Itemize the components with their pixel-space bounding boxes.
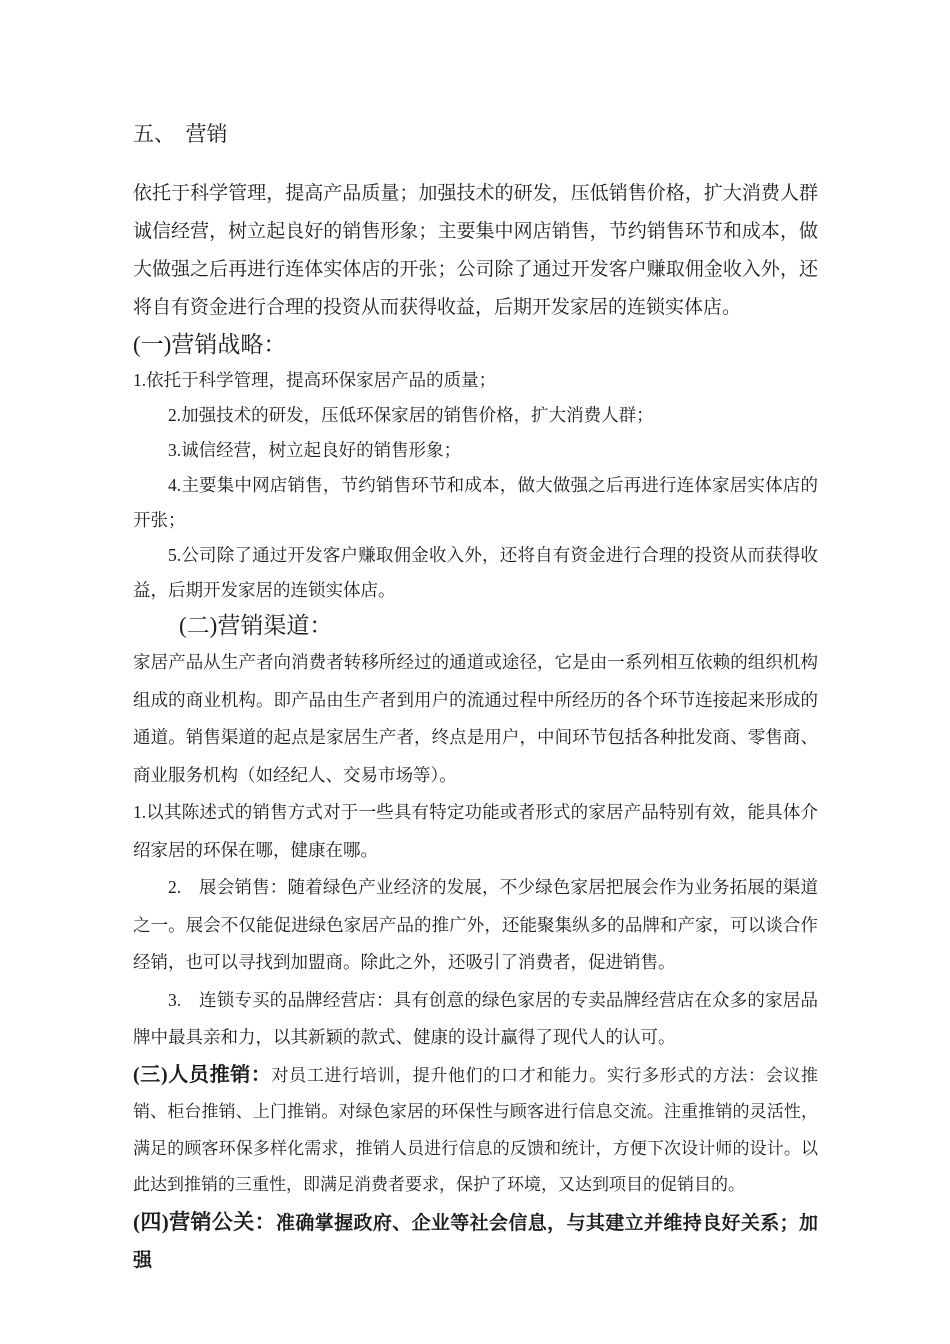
intro-paragraph: 依托于科学管理，提高产品质量；加强技术的研发，压低销售价格，扩大消费人群诚信经营，树立起良好的销售形象；主要集中网店销售，节约销售环节和成本，做大做强之后再进行连体实体店的开张；公司除了通过开发客户赚取佣金收入外，还将自有资金进行合理的投资从而获得收益，后期开发家居的连锁实体店。 <box>133 183 818 318</box>
section-strategy-heading: (一)营销战略： <box>133 332 287 357</box>
page-title: 五、 营销 <box>133 122 228 146</box>
section-personal-selling <box>133 1057 818 1204</box>
channels-item-3: 3. 连锁专买的品牌经营店：具有创意的绿色家居的专卖品牌经营店在众多的家居品牌中最具亲和力，以其新颖的款式、健康的设计赢得了现代人的认可。 <box>133 989 818 1047</box>
section-pr <box>133 1204 818 1279</box>
strategy-item-4: 4.主要集中网店销售，节约销售环节和成本，做大做强之后再进行连体家居实体店的开张； <box>133 475 818 530</box>
strategy-item-1: 1.依托于科学管理，提高环保家居产品的质量； <box>133 370 497 390</box>
section-personal-selling-body: 对员工进行培训，提升他们的口才和能力。实行多形式的方法：会议推销、柜台推销、上门推销。对绿色家居的环保性与顾客进行信息交流。注重推销的灵活性，满足的顾客环保多样化需求，推销人员进行信息的反馈和统计，方便下次设计师的设计。以此达到推销的三重性，即满足消费者要求，保护了环境，又达到项目的促销目的。 <box>133 1065 818 1194</box>
channels-body-paragraph: 家居产品从生产者向消费者转移所经过的通道或途径，它是由一系列相互依赖的组织机构组成的商业机构。即产品由生产者到用户的流通过程中所经历的各个环节连接起来形成的通道。销售渠道的起点是家居生产者，终点是用户，中间环节包括各种批发商、零售商、商业服务机构（如经纪人、交易市场等）。 <box>133 652 818 785</box>
section-pr-lead: (四)营销公关： <box>133 1209 276 1234</box>
section-personal-selling-lead: (三)人员推销： <box>133 1063 272 1086</box>
channels-item-1: 1.以其陈述式的销售方式对于一些具有特定功能或者形式的家居产品特别有效，能具体介绍家居的环保在哪，健康在哪。 <box>133 802 818 860</box>
strategy-item-3: 3.诚信经营，树立起良好的销售形象； <box>168 440 462 460</box>
strategy-item-2: 2.加强技术的研发，压低环保家居的销售价格，扩大消费人群； <box>168 405 654 425</box>
section-strategy <box>133 327 818 608</box>
channels-item-2: 2. 展会销售：随着绿色产业经济的发展，不少绿色家居把展会作为业务拓展的渠道之一。展会不仅能促进绿色家居产品的推广外，还能聚集纵多的品牌和产家，可以谈合作经销，也可以寻找到加盟商。除此之外，还吸引了消费者，促进销售。 <box>133 877 818 972</box>
section-channels-heading: (二)营销渠道： <box>179 613 333 638</box>
strategy-item-5: 5.公司除了通过开发客户赚取佣金收入外，还将自有资金进行合理的投资从而获得收益，后期开发家居的连锁实体店。 <box>133 545 818 600</box>
section-pr-body: 准确掌握政府、企业等社会信息，与其建立并维持良好关系；加强 <box>133 1212 818 1271</box>
section-channels <box>133 608 818 1057</box>
